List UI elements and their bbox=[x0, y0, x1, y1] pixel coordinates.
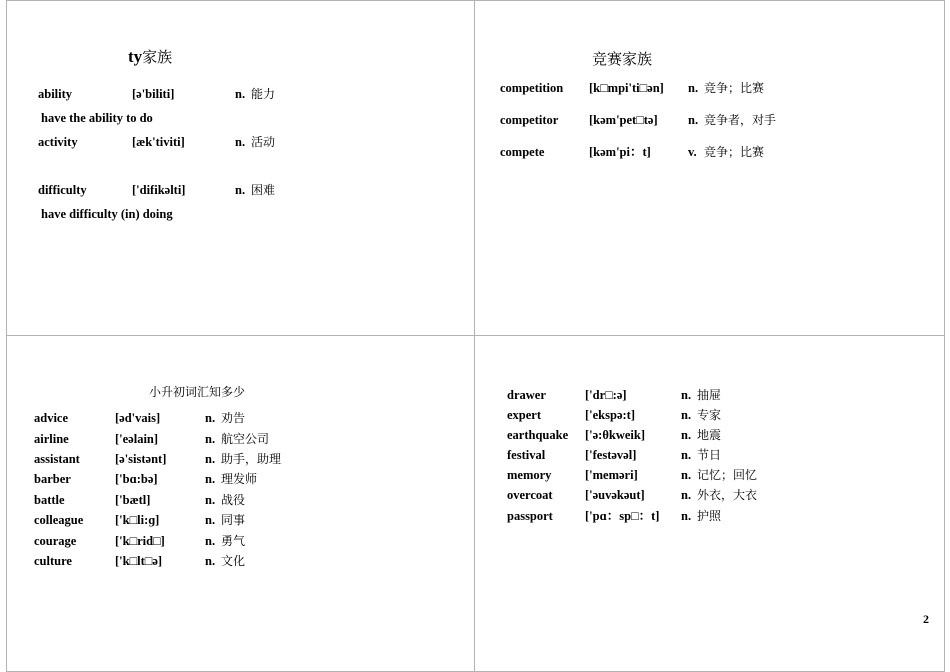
vocab-meaning: 文化 bbox=[221, 554, 246, 568]
vocab-meaning: 困难 bbox=[251, 183, 276, 197]
vocab-meaning: 同事 bbox=[221, 513, 246, 527]
vocab-meaning: 记忆；回忆 bbox=[697, 468, 758, 482]
vocab-word: memory bbox=[507, 468, 552, 482]
vocab-pos: n. bbox=[205, 452, 216, 466]
vocab-phonetic: ['ekspə:t] bbox=[585, 408, 635, 422]
vocab-phonetic: [k□mpi'ti□ən] bbox=[589, 81, 664, 95]
vocab-phonetic: ['difikəlti] bbox=[132, 183, 186, 197]
vocab-pos: n. bbox=[205, 411, 216, 425]
vocab-phonetic: ['dr□:ə] bbox=[585, 388, 627, 402]
vocab-word: competitor bbox=[500, 113, 559, 127]
vocab-meaning: 竞争者，对手 bbox=[704, 113, 777, 127]
vocab-pos: n. bbox=[681, 388, 692, 402]
vocab-phonetic: ['festəvəl] bbox=[585, 448, 637, 462]
vocab-pos: n. bbox=[688, 113, 699, 127]
vocab-pos: n. bbox=[205, 493, 216, 507]
vocab-phonetic: [kəm'pi：t] bbox=[589, 145, 651, 159]
vocab-pos: n. bbox=[205, 513, 216, 527]
vocab-pos: n. bbox=[235, 87, 246, 101]
vocab-phonetic: [əd'vais] bbox=[115, 411, 161, 425]
vocab-pos: n. bbox=[681, 488, 692, 502]
vocab-pos: n. bbox=[235, 135, 246, 149]
vocab-word: drawer bbox=[507, 388, 546, 402]
vocab-meaning: 护照 bbox=[697, 509, 722, 523]
vocab-word: overcoat bbox=[507, 488, 553, 502]
vocab-word: compete bbox=[500, 145, 545, 159]
vocab-phrase: have difficulty (in) doing bbox=[41, 207, 173, 221]
slide-title: ty家族 bbox=[128, 47, 173, 66]
page-number: 2 bbox=[923, 612, 929, 626]
vocab-meaning: 能力 bbox=[251, 87, 276, 101]
vocab-pos: n. bbox=[205, 432, 216, 446]
vocab-pos: v. bbox=[688, 145, 697, 159]
slide-primary-vocab bbox=[6, 335, 475, 672]
vocab-pos: n. bbox=[681, 468, 692, 482]
vocab-meaning: 节日 bbox=[697, 448, 722, 462]
vocab-meaning: 劝告 bbox=[221, 411, 246, 425]
slide-vocab-list bbox=[474, 335, 945, 672]
vocab-phonetic: [æk'tiviti] bbox=[132, 135, 185, 149]
vocab-pos: n. bbox=[205, 472, 216, 486]
vocab-word: airline bbox=[34, 432, 69, 446]
vocab-meaning: 外衣，大衣 bbox=[697, 488, 758, 502]
vocab-pos: n. bbox=[681, 408, 692, 422]
vocab-phonetic: ['əuvəkəut] bbox=[585, 488, 645, 502]
vocab-phonetic: ['pɑ：sp□：t] bbox=[585, 509, 660, 523]
vocab-phonetic: ['bɑ:bə] bbox=[115, 472, 158, 486]
vocab-word: battle bbox=[34, 493, 65, 507]
vocab-phonetic: [ə'biliti] bbox=[132, 87, 175, 101]
vocab-word: assistant bbox=[34, 452, 80, 466]
vocab-word: festival bbox=[507, 448, 546, 462]
vocab-meaning: 助手，助理 bbox=[221, 452, 282, 466]
vocab-meaning: 竞争；比赛 bbox=[704, 81, 765, 95]
vocab-meaning: 竞争；比赛 bbox=[704, 145, 765, 159]
vocab-word: colleague bbox=[34, 513, 84, 527]
vocab-phonetic: ['ə:θkweik] bbox=[585, 428, 645, 442]
vocab-word: culture bbox=[34, 554, 72, 568]
vocab-phonetic: ['eəlain] bbox=[115, 432, 159, 446]
vocab-pos: n. bbox=[205, 554, 216, 568]
vocab-phonetic: ['bætl] bbox=[115, 493, 151, 507]
vocab-meaning: 理发师 bbox=[221, 472, 258, 486]
vocab-meaning: 抽屉 bbox=[697, 388, 722, 402]
vocab-meaning: 勇气 bbox=[221, 534, 246, 548]
vocab-pos: n. bbox=[681, 509, 692, 523]
vocab-pos: n. bbox=[235, 183, 246, 197]
vocab-word: barber bbox=[34, 472, 71, 486]
vocab-pos: n. bbox=[688, 81, 699, 95]
slide-title: 小升初词汇知多少 bbox=[149, 385, 246, 399]
vocab-pos: n. bbox=[205, 534, 216, 548]
vocab-phonetic: ['k□rid□] bbox=[115, 534, 165, 548]
vocab-pos: n. bbox=[681, 428, 692, 442]
vocab-meaning: 活动 bbox=[251, 135, 276, 149]
vocab-word: activity bbox=[38, 135, 78, 149]
vocab-word: competition bbox=[500, 81, 564, 95]
vocab-phonetic: ['k□li:ɡ] bbox=[115, 513, 160, 527]
vocab-word: advice bbox=[34, 411, 69, 425]
slide-title: 竞赛家族 bbox=[592, 50, 653, 68]
vocab-word: courage bbox=[34, 534, 77, 548]
vocab-phonetic: [kəm'pet□tə] bbox=[589, 113, 658, 127]
slide-ty-family bbox=[6, 0, 475, 336]
vocab-meaning: 专家 bbox=[697, 408, 722, 422]
vocab-meaning: 战役 bbox=[221, 493, 246, 507]
vocab-word: difficulty bbox=[38, 183, 87, 197]
vocab-phrase: have the ability to do bbox=[41, 111, 153, 125]
vocab-word: expert bbox=[507, 408, 542, 422]
vocab-phonetic: ['k□lt□ə] bbox=[115, 554, 163, 568]
vocab-word: passport bbox=[507, 509, 553, 523]
slide-competition-family bbox=[474, 0, 945, 336]
vocab-word: earthquake bbox=[507, 428, 569, 442]
vocab-word: ability bbox=[38, 87, 73, 101]
vocab-pos: n. bbox=[681, 448, 692, 462]
vocab-phonetic: ['meməri] bbox=[585, 468, 638, 482]
vocab-meaning: 地震 bbox=[697, 428, 722, 442]
vocab-phonetic: [ə'sistənt] bbox=[115, 452, 167, 466]
vocab-meaning: 航空公司 bbox=[221, 432, 270, 446]
